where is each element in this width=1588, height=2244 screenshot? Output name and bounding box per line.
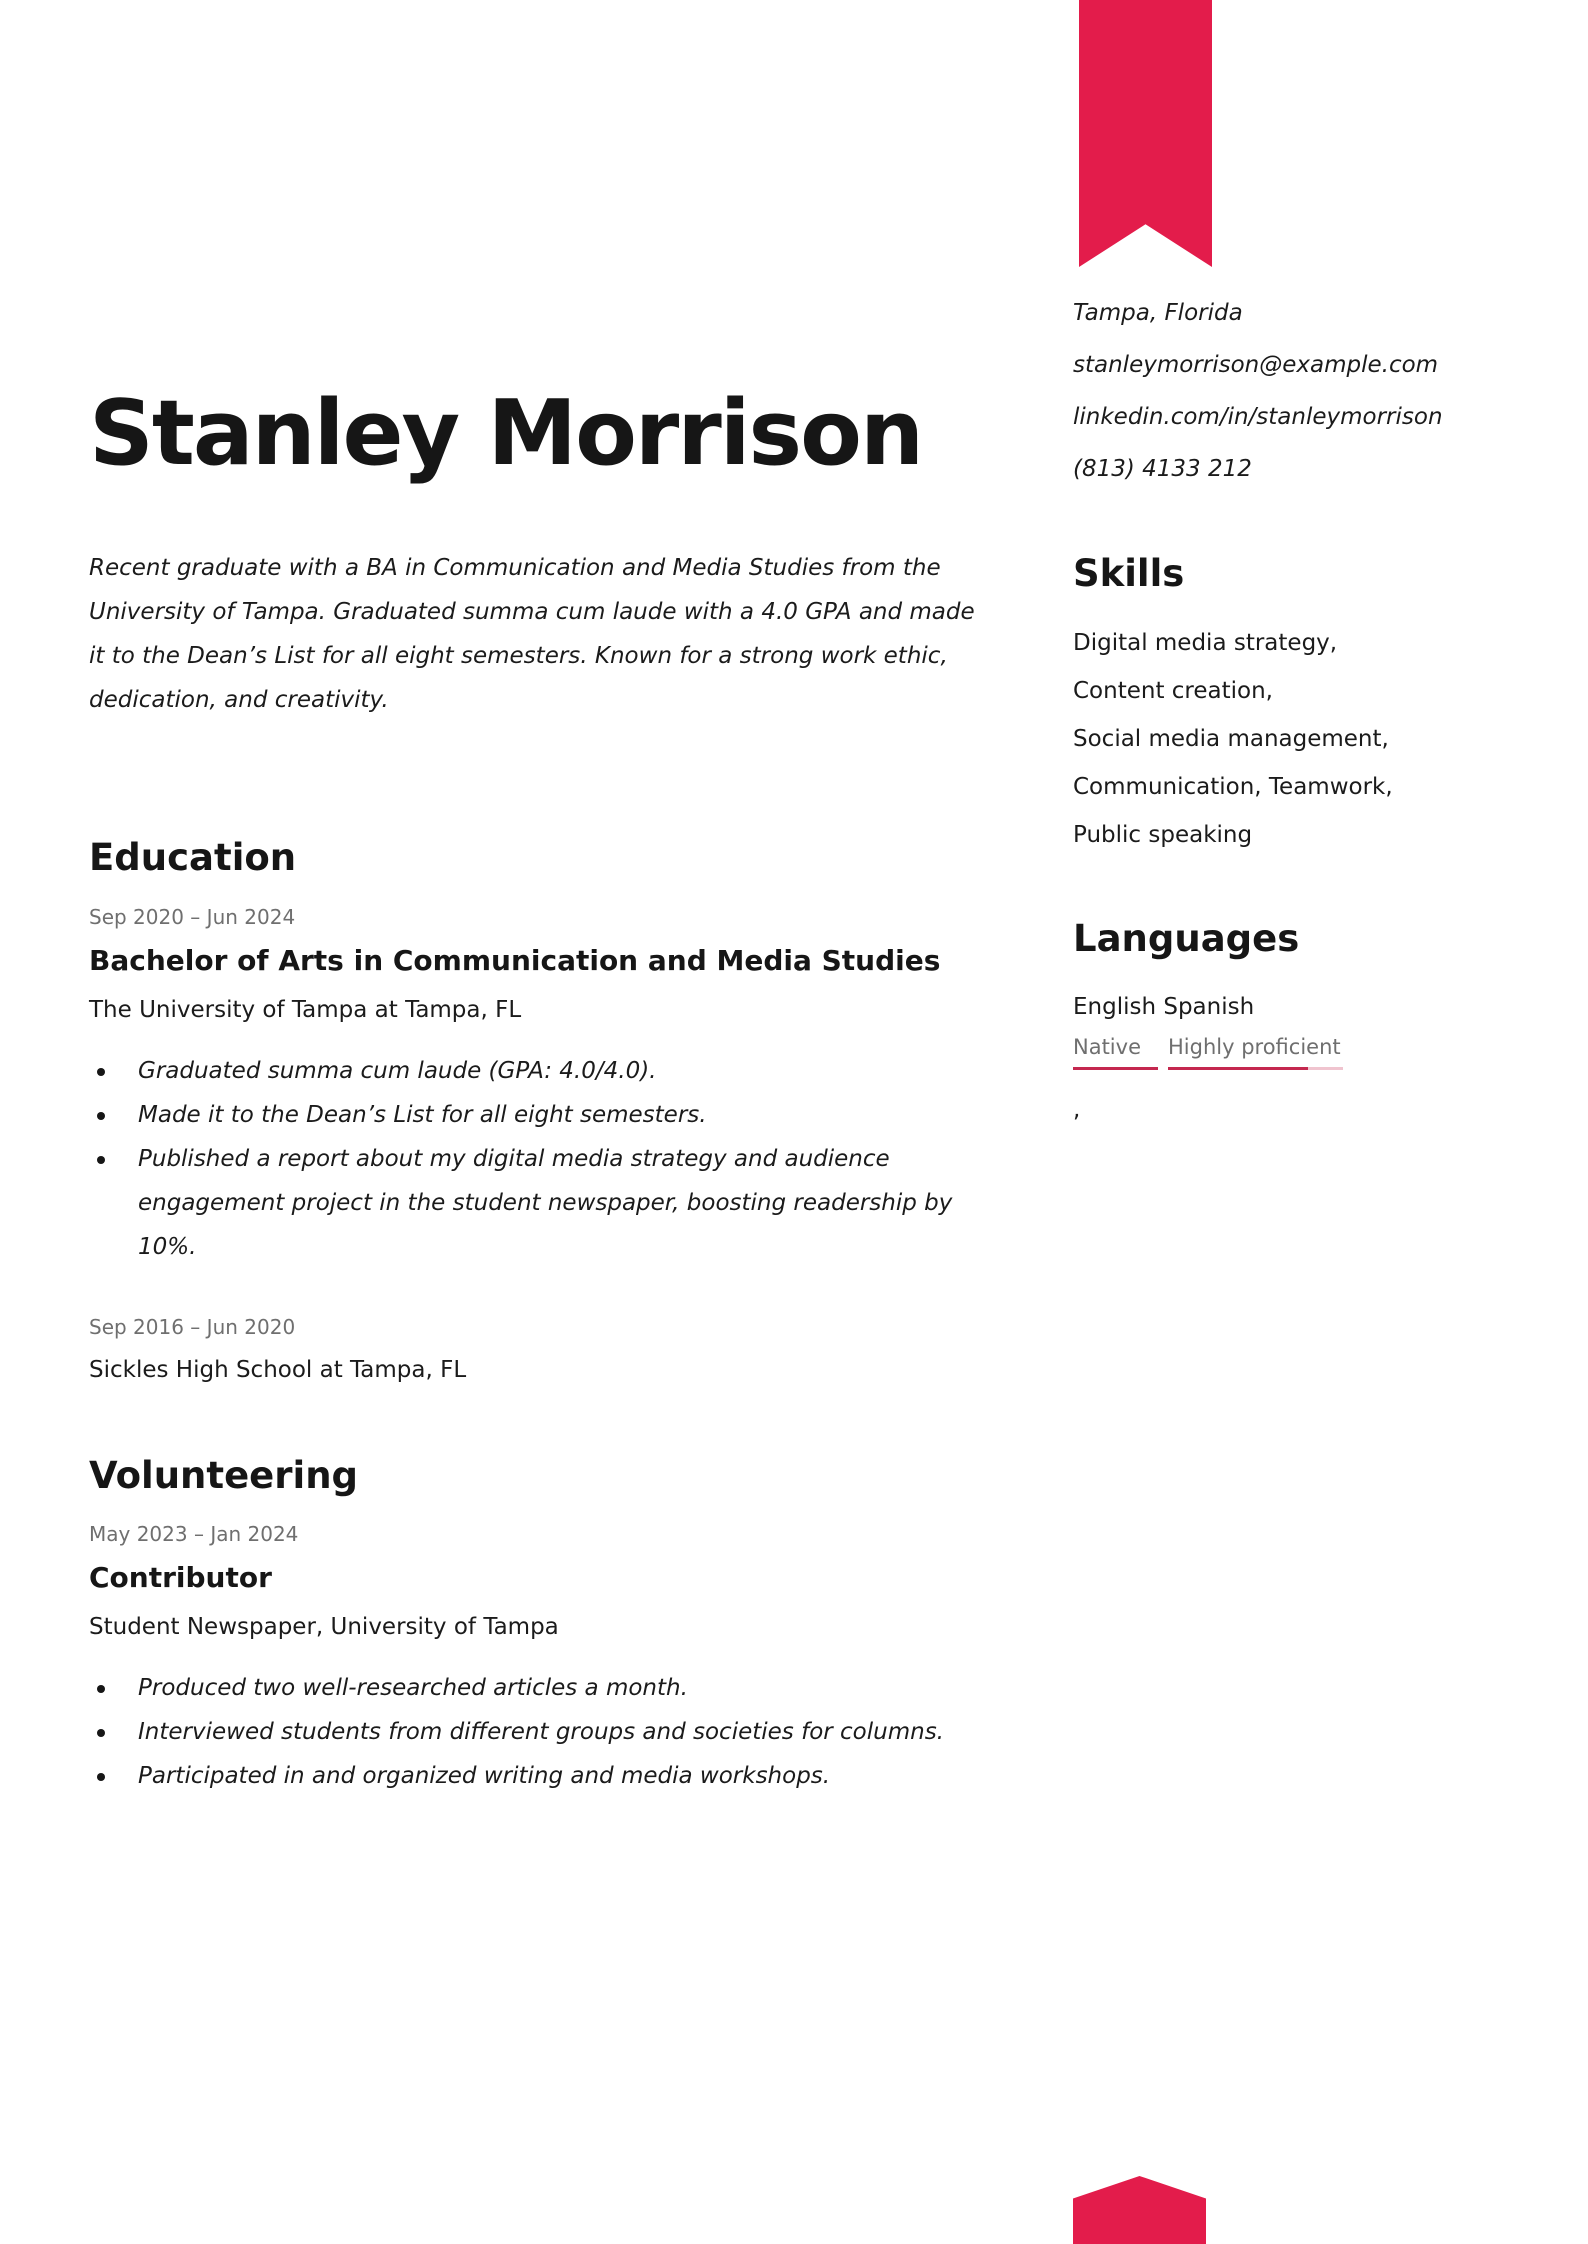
education-heading: Education bbox=[89, 836, 297, 879]
language-proficiency-bar bbox=[1073, 1067, 1158, 1070]
language-proficiency-bar bbox=[1168, 1067, 1343, 1070]
list-item: Made it to the Dean’s List for all eight semesters. bbox=[89, 1093, 989, 1137]
ribbon-top-decoration bbox=[1079, 0, 1212, 267]
school-name: Sickles High School at Tampa, FL bbox=[89, 1357, 467, 1383]
list-item: Produced two well-researched articles a month. bbox=[89, 1666, 989, 1710]
skill-item: Content creation, bbox=[1073, 678, 1273, 704]
ribbon-bottom-decoration bbox=[1073, 2176, 1206, 2244]
degree-title: Bachelor of Arts in Communication and Media Studies bbox=[89, 944, 941, 977]
volunteering-role: Contributor bbox=[89, 1561, 272, 1594]
contact-email[interactable]: stanleymorrison@example.com bbox=[1073, 352, 1439, 378]
list-item: Interviewed students from different groups and societies for columns. bbox=[89, 1710, 989, 1754]
language-level: Highly proficient bbox=[1168, 1035, 1341, 1059]
volunteering-dates: May 2023 – Jan 2024 bbox=[89, 1522, 299, 1546]
volunteering-organization: Student Newspaper, University of Tampa bbox=[89, 1614, 559, 1640]
volunteering-bullets bbox=[89, 1666, 989, 1798]
skills-heading: Skills bbox=[1073, 552, 1185, 595]
volunteering-heading: Volunteering bbox=[89, 1454, 359, 1497]
education-bullets bbox=[89, 1049, 989, 1269]
contact-linkedin[interactable]: linkedin.com/in/stanleymorrison bbox=[1073, 404, 1443, 430]
list-item: Participated in and organized writing and media workshops. bbox=[89, 1754, 989, 1798]
skill-item: Public speaking bbox=[1073, 822, 1253, 848]
language-native bbox=[1073, 1033, 1158, 1070]
school-name: The University of Tampa at Tampa, FL bbox=[89, 997, 522, 1023]
language-proficiency-fill bbox=[1168, 1067, 1308, 1070]
list-item: Published a report about my digital media strategy and audience engagement project in the student newspaper, boosting readership by 10%. bbox=[89, 1137, 989, 1269]
language-level: Native bbox=[1073, 1035, 1141, 1059]
education-dates: Sep 2016 – Jun 2020 bbox=[89, 1315, 296, 1339]
language-proficiency-fill bbox=[1073, 1067, 1158, 1070]
language-names: English Spanish bbox=[1073, 994, 1255, 1020]
education-dates: Sep 2020 – Jun 2024 bbox=[89, 905, 296, 929]
contact-location: Tampa, Florida bbox=[1073, 300, 1243, 326]
language-highly-proficient bbox=[1168, 1033, 1343, 1070]
skill-item: Communication, Teamwork, bbox=[1073, 774, 1393, 800]
skill-item: Digital media strategy, bbox=[1073, 630, 1338, 656]
languages-heading: Languages bbox=[1073, 917, 1300, 960]
candidate-name: Stanley Morrison bbox=[89, 381, 923, 486]
trailing-comma: , bbox=[1073, 1097, 1081, 1123]
summary: Recent graduate with a BA in Communication and Media Studies from the University of Tampa. Graduated summa cum laude with a 4.0 GPA and made it to the Dean’s List for all eight semesters. Known for a strong work ethic, dedication, and creativity. bbox=[89, 555, 975, 713]
contact-phone: (813) 4133 212 bbox=[1073, 456, 1252, 482]
skill-item: Social media management, bbox=[1073, 726, 1389, 752]
list-item: Graduated summa cum laude (GPA: 4.0/4.0). bbox=[89, 1049, 989, 1093]
